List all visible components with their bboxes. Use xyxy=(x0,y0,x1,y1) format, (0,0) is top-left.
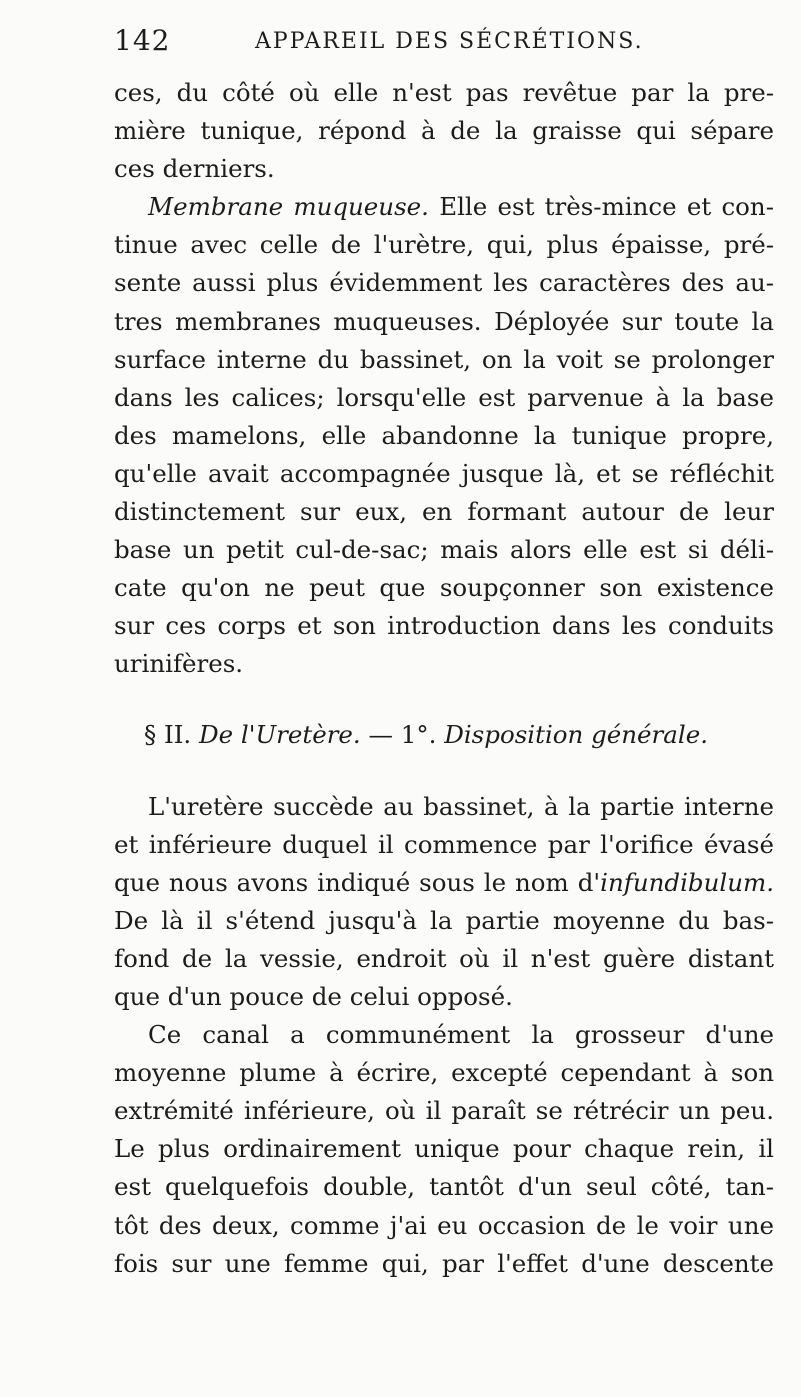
paragraph-continuation xyxy=(114,74,774,188)
text-line: Le plus ordinairement unique pour chaque rein, il xyxy=(114,1134,774,1164)
page-number: 142 xyxy=(114,24,171,57)
body-text xyxy=(114,74,774,1283)
text-line: ces, du côté où elle n'est pas revêtue par la pre- xyxy=(114,78,774,107)
text-line: moyenne plume à écrire, excepté cependant à son xyxy=(114,1058,774,1088)
text-line: ces derniers. xyxy=(114,154,275,184)
text-line: tôt des deux, comme j'ai eu occasion de le voir une xyxy=(114,1210,774,1240)
page-header xyxy=(114,24,764,64)
latin-term: infundibulum. xyxy=(600,867,774,897)
text-line: extrémité inférieure, où il paraît se rétrécir un peu. xyxy=(114,1096,774,1126)
text-line: que d'un pouce de celui opposé. xyxy=(114,981,513,1011)
text-line: tinue avec celle de l'urètre, qui, plus épaisse, pré- xyxy=(114,230,774,260)
text-line: base un petit cul-de-sac; mais alors elle est si déli- xyxy=(114,535,774,565)
text-run: Elle est très-mince et con- xyxy=(439,192,774,222)
paragraph-lead-italic: Membrane muqueuse. xyxy=(148,192,429,222)
running-head: APPAREIL DES SÉCRÉTIONS. xyxy=(255,29,644,54)
section-number: § II. xyxy=(144,719,192,749)
paragraph-membrane-muqueuse xyxy=(114,188,774,683)
text-line: De là il s'étend jusqu'à la partie moyenne du bas- xyxy=(114,905,774,935)
text-line: dans les calices; lorsqu'elle est parvenue à la base xyxy=(114,382,774,412)
paragraph-uretere xyxy=(114,788,774,1017)
section-heading xyxy=(114,716,774,756)
text-line: sente aussi plus évidemment les caractères des au- xyxy=(114,268,774,298)
text-line: mière tunique, répond à de la graisse qui sépare xyxy=(114,116,774,146)
section-title: De l'Uretère. xyxy=(198,719,361,749)
text-line: tres membranes muqueuses. Déployée sur toute la xyxy=(114,306,774,336)
text-line: fois sur une femme qui, par l'effet d'une descente xyxy=(114,1248,774,1278)
text-line: distinctement sur eux, en formant autour de leur xyxy=(114,497,774,527)
section-separator: — 1°. xyxy=(368,719,437,749)
text-line: fond de la vessie, endroit où il n'est guère distant xyxy=(114,943,774,973)
text-line: est quelquefois double, tantôt d'un seul côté, tan- xyxy=(114,1172,774,1202)
section-spacer xyxy=(114,756,774,788)
text-line: surface interne du bassinet, on la voit se prolonger xyxy=(114,344,774,374)
text-line: L'uretère succède au bassinet, à la partie interne xyxy=(148,791,774,821)
section-subtitle: Disposition générale. xyxy=(444,719,708,749)
text-line: sur ces corps et son introduction dans les conduits xyxy=(114,611,774,641)
text-line: cate qu'on ne peut que soupçonner son existence xyxy=(114,573,774,603)
text-line: Ce canal a communément la grosseur d'une xyxy=(148,1020,774,1050)
text-line xyxy=(114,188,774,226)
text-run: que nous avons indiqué sous le nom d' xyxy=(114,867,601,897)
text-line: et inférieure duquel il commence par l'orifice évasé xyxy=(114,829,774,859)
text-line xyxy=(114,864,774,902)
text-line: urinifères. xyxy=(114,649,244,679)
text-line: qu'elle avait accompagnée jusque là, et se réfléchit xyxy=(114,458,774,488)
section-spacer xyxy=(114,684,774,716)
paragraph-canal xyxy=(114,1016,774,1283)
text-line: des mamelons, elle abandonne la tunique propre, xyxy=(114,420,774,450)
